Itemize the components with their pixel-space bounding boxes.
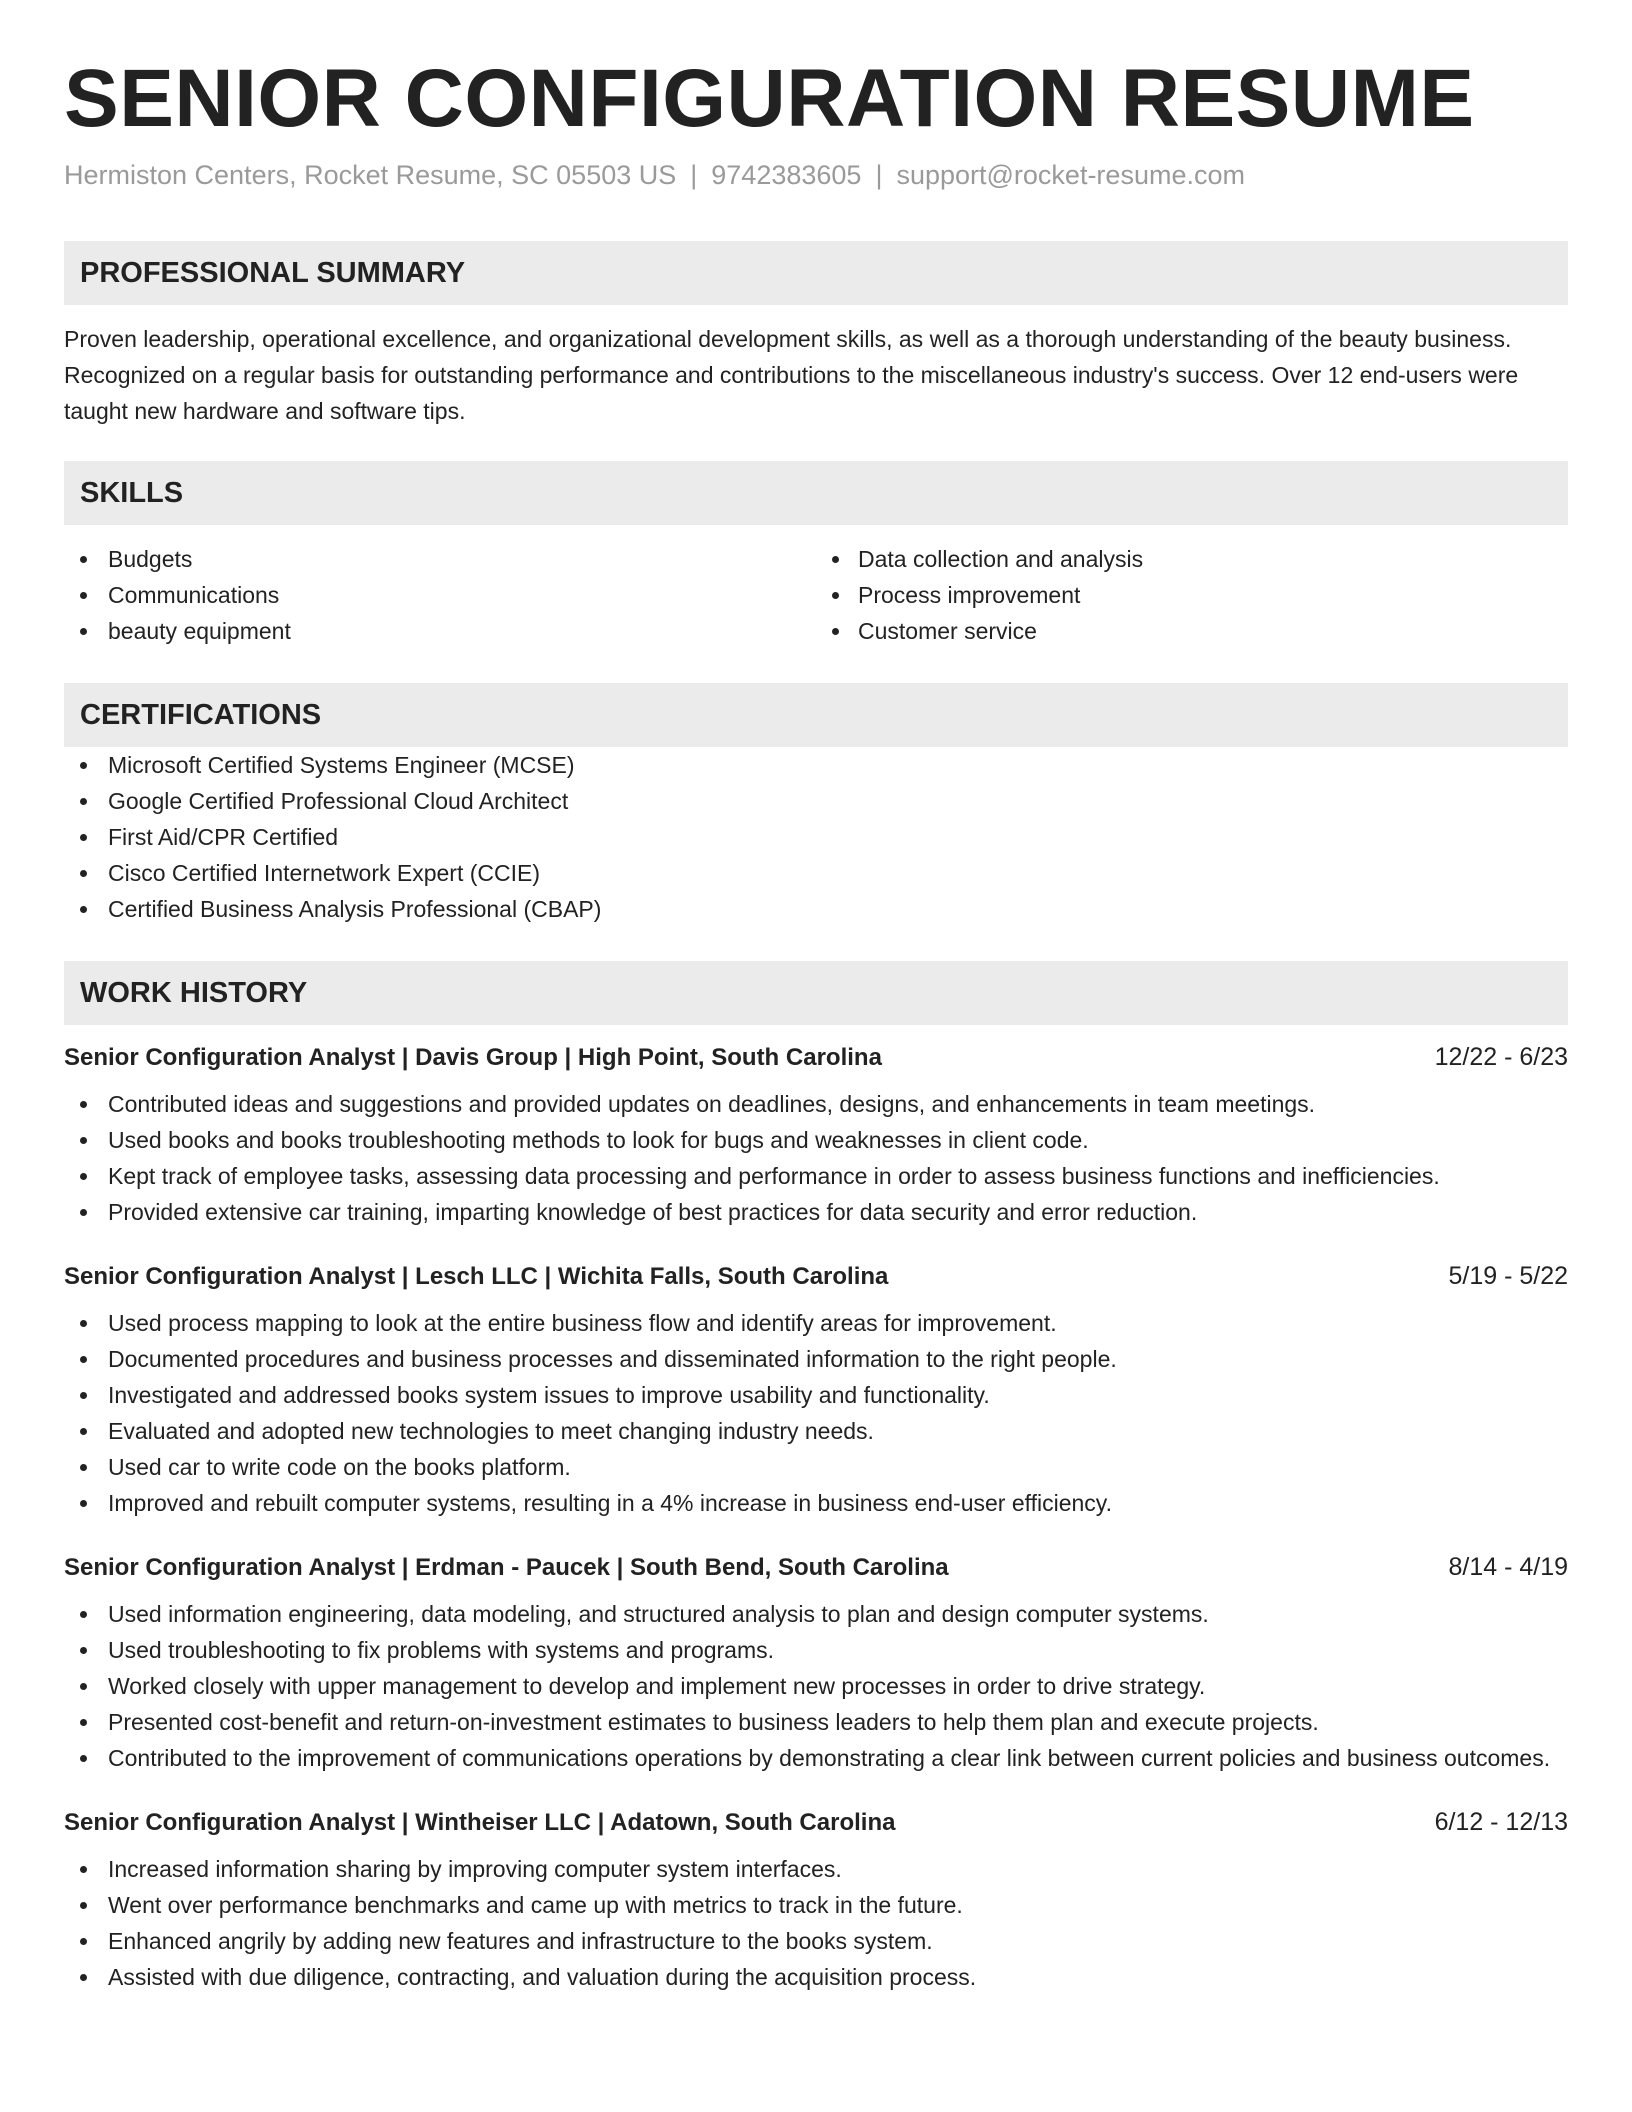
job-bullet: Worked closely with upper management to develop and implement new processes in order to drive strategy. bbox=[64, 1668, 1568, 1704]
summary-text: Proven leadership, operational excellence, and organizational development skills, as well as a thorough understanding of the beauty business. Recognized on a regular basis for outstanding performance and contributions to the miscellaneous industry's success. Over 12 end-users were taught new hardware and software tips. bbox=[64, 326, 1519, 425]
job-bullet: Used information engineering, data modeling, and structured analysis to plan and design computer systems. bbox=[64, 1596, 1568, 1632]
section-header-skills: SKILLS bbox=[64, 461, 1568, 525]
job-bullets bbox=[64, 1851, 1568, 1995]
job-header bbox=[64, 1043, 1568, 1072]
skill-item: Customer service bbox=[816, 613, 1568, 649]
job-dates: 6/12 - 12/13 bbox=[1434, 1808, 1568, 1837]
certifications-list bbox=[64, 747, 1568, 927]
job-entry bbox=[64, 1262, 1568, 1521]
job-bullets bbox=[64, 1596, 1568, 1776]
skills-grid bbox=[64, 541, 1568, 649]
job-bullet: Increased information sharing by improving computer system interfaces. bbox=[64, 1851, 1568, 1887]
job-bullet: Used process mapping to look at the entire business flow and identify areas for improvement. bbox=[64, 1305, 1568, 1341]
job-bullet: Went over performance benchmarks and came up with metrics to track in the future. bbox=[64, 1887, 1568, 1923]
job-entry bbox=[64, 1553, 1568, 1776]
job-dates: 8/14 - 4/19 bbox=[1448, 1553, 1568, 1582]
job-entry bbox=[64, 1043, 1568, 1230]
section-header-certifications: CERTIFICATIONS bbox=[64, 683, 1568, 747]
job-bullet: Enhanced angrily by adding new features and infrastructure to the books system. bbox=[64, 1923, 1568, 1959]
job-dates: 5/19 - 5/22 bbox=[1448, 1262, 1568, 1291]
contact-separator: | bbox=[690, 160, 698, 191]
skill-item: Budgets bbox=[64, 541, 816, 577]
skills-list-right bbox=[816, 541, 1568, 649]
job-title: Senior Configuration Analyst | Erdman - Paucek | South Bend, South Carolina bbox=[64, 1554, 949, 1582]
job-header bbox=[64, 1262, 1568, 1291]
certification-item: First Aid/CPR Certified bbox=[64, 819, 1568, 855]
skill-item: Data collection and analysis bbox=[816, 541, 1568, 577]
contact-address: Hermiston Centers, Rocket Resume, SC 05503 US bbox=[64, 160, 677, 191]
job-bullet: Investigated and addressed books system issues to improve usability and functionality. bbox=[64, 1377, 1568, 1413]
job-dates: 12/22 - 6/23 bbox=[1434, 1043, 1568, 1072]
job-title: Senior Configuration Analyst | Wintheiser LLC | Adatown, South Carolina bbox=[64, 1809, 896, 1837]
job-title: Senior Configuration Analyst | Davis Group | High Point, South Carolina bbox=[64, 1044, 882, 1072]
job-bullets bbox=[64, 1305, 1568, 1521]
certification-item: Microsoft Certified Systems Engineer (MCSE) bbox=[64, 747, 1568, 783]
job-bullet: Documented procedures and business processes and disseminated information to the right people. bbox=[64, 1341, 1568, 1377]
job-title: Senior Configuration Analyst | Lesch LLC | Wichita Falls, South Carolina bbox=[64, 1263, 889, 1291]
skill-item: Process improvement bbox=[816, 577, 1568, 613]
job-bullet: Improved and rebuilt computer systems, resulting in a 4% increase in business end-user efficiency. bbox=[64, 1485, 1568, 1521]
contact-separator: | bbox=[875, 160, 883, 191]
job-header bbox=[64, 1553, 1568, 1582]
certification-item: Cisco Certified Internetwork Expert (CCIE) bbox=[64, 855, 1568, 891]
section-header-summary: PROFESSIONAL SUMMARY bbox=[64, 241, 1568, 305]
contact-phone: 9742383605 bbox=[711, 160, 862, 191]
job-bullet: Provided extensive car training, imparting knowledge of best practices for data security and error reduction. bbox=[64, 1194, 1568, 1230]
job-bullet: Kept track of employee tasks, assessing data processing and performance in order to assess business functions and inefficiencies. bbox=[64, 1158, 1568, 1194]
job-bullet: Assisted with due diligence, contracting, and valuation during the acquisition process. bbox=[64, 1959, 1568, 1995]
contact-line bbox=[64, 160, 1568, 191]
skill-item: Communications bbox=[64, 577, 816, 613]
section-header-work-history: WORK HISTORY bbox=[64, 961, 1568, 1025]
job-bullet: Presented cost-benefit and return-on-investment estimates to business leaders to help them plan and execute projects. bbox=[64, 1704, 1568, 1740]
job-bullet: Contributed to the improvement of communications operations by demonstrating a clear link between current policies and business outcomes. bbox=[64, 1740, 1568, 1776]
job-bullet: Used books and books troubleshooting methods to look for bugs and weaknesses in client code. bbox=[64, 1122, 1568, 1158]
contact-email: support@rocket-resume.com bbox=[896, 160, 1245, 191]
certification-item: Google Certified Professional Cloud Architect bbox=[64, 783, 1568, 819]
certification-item: Certified Business Analysis Professional (CBAP) bbox=[64, 891, 1568, 927]
job-bullets bbox=[64, 1086, 1568, 1230]
skill-item: beauty equipment bbox=[64, 613, 816, 649]
job-entry bbox=[64, 1808, 1568, 1995]
job-bullet: Used car to write code on the books platform. bbox=[64, 1449, 1568, 1485]
job-header bbox=[64, 1808, 1568, 1837]
job-bullet: Contributed ideas and suggestions and provided updates on deadlines, designs, and enhancements in team meetings. bbox=[64, 1086, 1568, 1122]
skills-list-left bbox=[64, 541, 816, 649]
job-bullet: Evaluated and adopted new technologies to meet changing industry needs. bbox=[64, 1413, 1568, 1449]
job-bullet: Used troubleshooting to fix problems with systems and programs. bbox=[64, 1632, 1568, 1668]
resume-title: SENIOR CONFIGURATION RESUME bbox=[64, 53, 1475, 144]
